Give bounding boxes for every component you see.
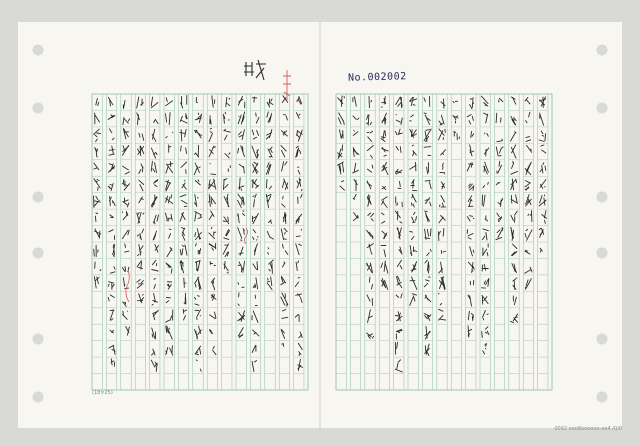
paper-format-mark: (18×25) [92, 390, 113, 396]
archive-note: 0092 ooo8oooooo-oo4 /0/0 [554, 426, 622, 432]
serial-number: No.002002 [347, 71, 407, 84]
